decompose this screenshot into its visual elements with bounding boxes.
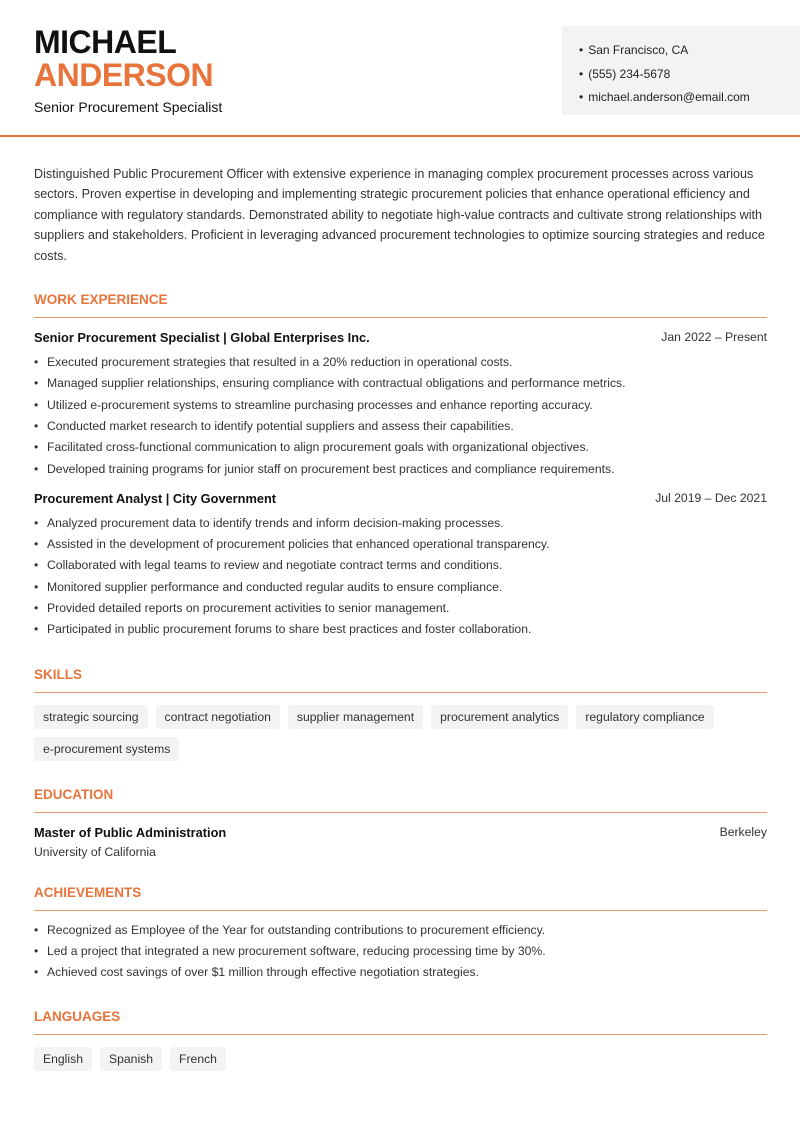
bullet-item: • Executed procurement strategies that resulted in a 20% reduction in operational costs. xyxy=(34,352,767,373)
position-title: Senior Procurement Specialist | Global Enterprises Inc. xyxy=(34,330,370,346)
bullet-item: • Assisted in the development of procurement policies that enhanced operational transparency. xyxy=(34,534,767,555)
skill-tag: procurement analytics xyxy=(431,705,568,729)
job-entry-header xyxy=(34,330,767,345)
job-dates: Jul 2019 – Dec 2021 xyxy=(655,490,767,505)
bullet-item: • Developed training programs for junior staff on procurement best practices and compliance requirements. xyxy=(34,459,767,480)
contact-email[interactable]: • michael.anderson@email.com xyxy=(579,86,800,110)
achievement-item: • Led a project that integrated a new procurement software, reducing processing time by 30%. xyxy=(34,941,767,962)
bullet-item: • Facilitated cross-functional communication to align procurement goals with organizational objectives. xyxy=(34,437,767,458)
language-tag: English xyxy=(34,1047,92,1071)
achievement-item: • Achieved cost savings of over $1 million through effective negotiation strategies. xyxy=(34,962,767,983)
contact-box xyxy=(562,26,800,115)
school: University of California xyxy=(34,844,156,859)
bullet-item: • Provided detailed reports on procurement activities to senior management. xyxy=(34,598,767,619)
skill-tag: supplier management xyxy=(288,705,423,729)
bullet-item: • Monitored supplier performance and conducted regular audits to ensure compliance. xyxy=(34,577,767,598)
skill-tag: e-procurement systems xyxy=(34,737,179,761)
section-heading-skills: SKILLS xyxy=(34,667,767,693)
section-heading-work: WORK EXPERIENCE xyxy=(34,292,767,318)
achievement-item: • Recognized as Employee of the Year for outstanding contributions to procurement efficiency. xyxy=(34,920,767,941)
section-heading-achievements: ACHIEVEMENTS xyxy=(34,885,767,911)
job-title: Senior Procurement Specialist xyxy=(34,99,223,115)
job-dates: Jan 2022 – Present xyxy=(661,330,767,345)
degree: Master of Public Administration xyxy=(34,824,227,840)
section-heading-languages: LANGUAGES xyxy=(34,1009,767,1035)
bullet-item: • Analyzed procurement data to identify trends and inform decision-making processes. xyxy=(34,513,767,534)
bullet-item: • Conducted market research to identify potential suppliers and assess their capabilities. xyxy=(34,416,767,437)
job-bullets xyxy=(34,513,767,641)
language-tag: French xyxy=(170,1047,226,1071)
bullet-item: • Collaborated with legal teams to review and negotiate contract terms and conditions. xyxy=(34,555,767,576)
summary: Distinguished Public Procurement Officer with extensive experience in managing complex procurement processes across various sectors. Proven expertise in developing and implementing strategic procurement policies that enhance operational efficiency and compliance with regulatory standards. Demonstrated ability to negotiate high-value contracts and cultivate strong relationships with suppliers and stakeholders. Proficient in leveraging advanced procurement technologies to optimize sourcing strategies and reduce costs. xyxy=(34,167,765,263)
languages-list xyxy=(34,1047,767,1071)
job-entry-header xyxy=(34,491,767,506)
skill-tag: regulatory compliance xyxy=(576,705,713,729)
resume-header xyxy=(0,0,800,137)
bullet-item: • Utilized e-procurement systems to streamline purchasing processes and enhance reporting accuracy. xyxy=(34,395,767,416)
position-title: Procurement Analyst | City Government xyxy=(34,490,277,506)
bullet-item: • Participated in public procurement forums to share best practices and foster collaboration. xyxy=(34,619,767,640)
bullet-item: • Managed supplier relationships, ensuring compliance with contractual obligations and performance metrics. xyxy=(34,373,767,394)
last-name: ANDERSON xyxy=(34,57,214,93)
language-tag: Spanish xyxy=(100,1047,162,1071)
skill-tag: strategic sourcing xyxy=(34,705,148,729)
job-bullets xyxy=(34,352,767,480)
contact-location: • San Francisco, CA xyxy=(579,39,800,63)
skill-tag: contract negotiation xyxy=(156,705,280,729)
contact-phone: • (555) 234-5678 xyxy=(579,63,800,87)
education-location: Berkeley xyxy=(719,824,767,839)
first-name: MICHAEL xyxy=(34,24,177,60)
section-heading-education: EDUCATION xyxy=(34,787,767,813)
achievements-list xyxy=(34,920,767,984)
education-entry xyxy=(34,825,767,840)
skills-list xyxy=(34,705,767,761)
